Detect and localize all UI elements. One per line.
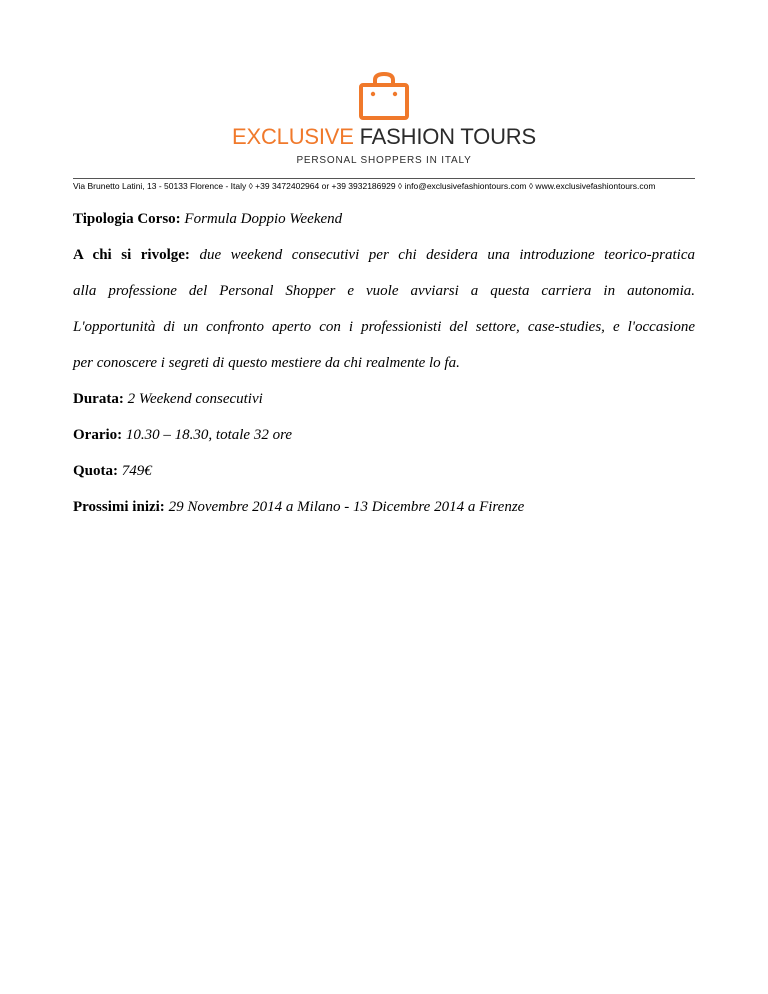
next-start-dates <box>73 496 695 532</box>
fee-value: 749€ <box>121 463 152 479</box>
course-type-label: Tipologia Corso: <box>73 211 181 227</box>
duration-label: Durata: <box>73 391 124 407</box>
course-type <box>73 208 695 244</box>
brand-accent: EXCLUSIVE <box>232 124 354 149</box>
hours-label: Orario: <box>73 427 123 443</box>
course-fee <box>73 460 695 496</box>
course-type-value: Formula Doppio Weekend <box>184 211 343 227</box>
audience-text-1: due weekend consecutivi per chi desidera una introduzione teorico-pratica <box>199 247 695 263</box>
course-details <box>73 208 695 532</box>
fee-label: Quota: <box>73 463 118 479</box>
brand-main: FASHION TOURS <box>359 124 536 149</box>
tagline: PERSONAL SHOPPERS IN ITALY <box>296 155 472 166</box>
course-hours <box>73 424 695 460</box>
brand-name <box>0 124 768 150</box>
audience-line-2: alla professione del Personal Shopper e vuole avviarsi a questa carriera in autonomia. <box>73 283 695 299</box>
audience-label: A chi si rivolge: <box>73 247 190 263</box>
audience-line-4: per conoscere i segreti di questo mestiere da chi realmente lo fa. <box>73 355 460 371</box>
shopping-bag-icon <box>358 72 410 120</box>
next-value: 29 Novembre 2014 a Milano - 13 Dicembre 2014 a Firenze <box>168 499 525 515</box>
audience-line-1 <box>73 244 695 280</box>
header-divider <box>73 178 695 179</box>
contact-address: Via Brunetto Latini, 13 - 50133 Florence - Italy ◊ +39 3472402964 or +39 3932186929 ◊ info@exclusivefashiontours.com ◊ www.exclusivefashiontours.com <box>73 181 656 191</box>
duration-value: 2 Weekend consecutivi <box>127 391 263 407</box>
course-duration <box>73 388 695 424</box>
audience-line-3: L'opportunità di un confronto aperto con i professionisti del settore, case-studies, e l'occasione <box>73 319 695 335</box>
next-label: Prossimi inizi: <box>73 499 165 515</box>
hours-value: 10.30 – 18.30, totale 32 ore <box>125 427 293 443</box>
